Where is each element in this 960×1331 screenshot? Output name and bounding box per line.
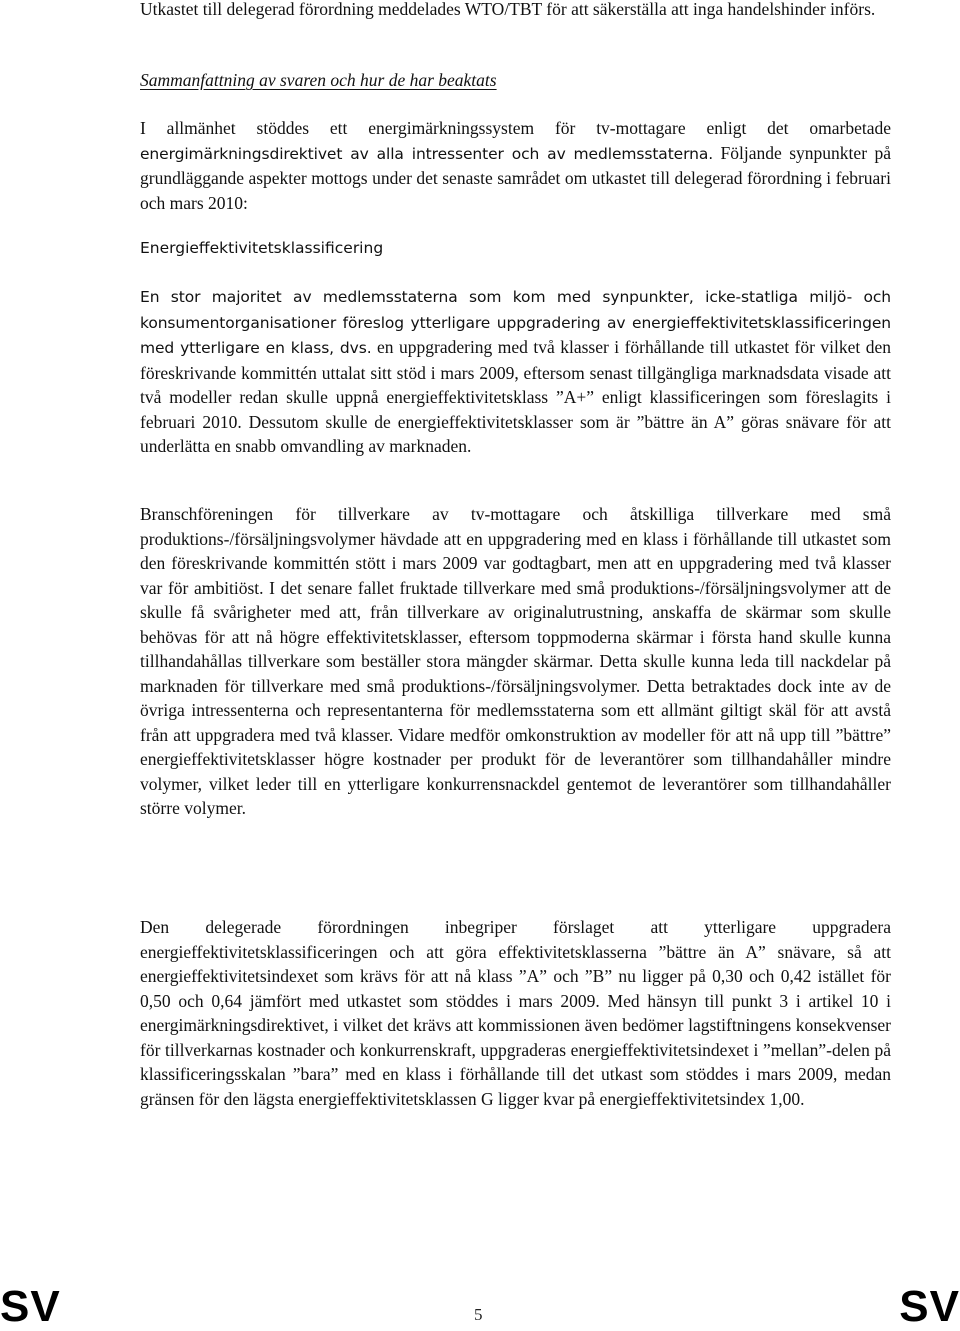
paragraph-2: Branschföreningen för tillverkare av tv-mottagare och åtskilliga tillverkare med små produktions-/försäljningsvolymer hävdade att en uppgradering med en klass i förhållande till utkastet som den föreskrivande kommittén stött i mars 2009 var godtagbart, men att en uppgradering med två klasser var för ambitiöst. I det senare fallet fruktade tillverkare med små produktions-/försäljningsvolymer att de skulle få svårigheter med att, från tillverkare av originalutrustning, anskaffa de skärmar som skulle behövas för att nå högre effektivitetsklasser, eftersom toppmoderna skärmar i första hand skulle kunna tillhandahållas tillverkare som beställer stora mängder skärmar. Detta skulle kunna leda till nackdelar på marknaden för tillverkare med små produktions-/försäljningsvolymer. Detta betraktades dock inte av de övriga intressenterna och representanterna för medlemsstaterna som ett allmänt giltigt skäl för att avstå från att uppgradera med två klasser. Vidare medför omkonstruktion av modeller för att nå upp till ”bättre” energieffektivitetsklasser högre kostnader per produkt för de leverantörer som tillhandahåller mindre volymer, vilket leder till en ytterligare konkurrensnackdel gentemot de leverantörer som tillhandahåller större volymer. xyxy=(140,504,891,818)
intro-paragraph: Utkastet till delegerad förordning meddelades WTO/TBT för att säkerställa att inga handelshinder införs. xyxy=(140,0,876,19)
summary-paragraph xyxy=(140,116,891,215)
footer-language-left: SV xyxy=(0,1282,61,1331)
page-number: 5 xyxy=(474,1305,483,1324)
summary-text-sans: energimärkningsdirektivet av alla intressenter och av medlemsstaterna. xyxy=(140,144,714,163)
paragraph-1 xyxy=(140,284,891,459)
subheading: Energieffektivitetsklassificering xyxy=(140,239,384,257)
paragraph-1-text-serif: en uppgradering med två klasser i förhållande till utkastet för vilket den föreskrivande kommittén uttalat sitt stöd i mars 2009, eftersom senast tillgängliga marknadsdata visade att två modeller redan skulle uppnå energieffektivitetsklass ”A+” enligt klassificeringen som föreslagits i februari 2010. Dessutom skulle de energieffektivitetsklasser som är ”bättre än A” göras snävare för att underlätta en snabb omvandling av marknaden. xyxy=(140,337,892,456)
summary-text-rest: Följande synpunkter på grundläggande aspekter mottogs under det senaste samrådet om utkastet till delegerad förordning i februari och mars 2010: xyxy=(140,142,892,213)
paragraph-1-text-sans: En stor majoritet av medlemsstaterna som kom med synpunkter, icke-statliga miljö- och konsumentorganisationer föreslog ytterligare uppgradering av energieffektivitetsklassificeringen med ytterligare en klass, dvs. xyxy=(140,288,891,357)
paragraph-3: Den delegerade förordningen inbegriper förslaget att ytterligare uppgradera energieffektivitetsklassificeringen och att göra effektivitetsklasserna ”bättre än A” snävare, så att energieffektivitetsindexet som krävs för att nå klass ”A” och ”B” nu ligger på 0,30 och 0,42 istället för 0,50 och 0,64 jämfört med utkastet som stöddes i mars 2009. Med hänsyn till punkt 3 i artikel 10 i energimärkningsdirektivet, i vilket det krävs att kommissionen även bedömer lagstiftningens konsekvenser för tillverkarnas kostnader och konkurrenskraft, uppgraderas energieffektivitetsindexet i ”mellan”-delen på klassificeringsskalan ”bara” med en klass i förhållande till det utkast som stöddes i mars 2009, medan gränsen för den lägsta energieffektivitetsklassen G ligger kvar på energieffektivitetsindex 1,00. xyxy=(140,917,891,1109)
summary-text-serif: I allmänhet stöddes ett energimärkningssystem för tv-mottagare enligt det omarbetade xyxy=(140,118,891,138)
section-heading: Sammanfattning av svaren och hur de har beaktats xyxy=(140,70,497,90)
footer-language-right: SV xyxy=(899,1282,960,1331)
